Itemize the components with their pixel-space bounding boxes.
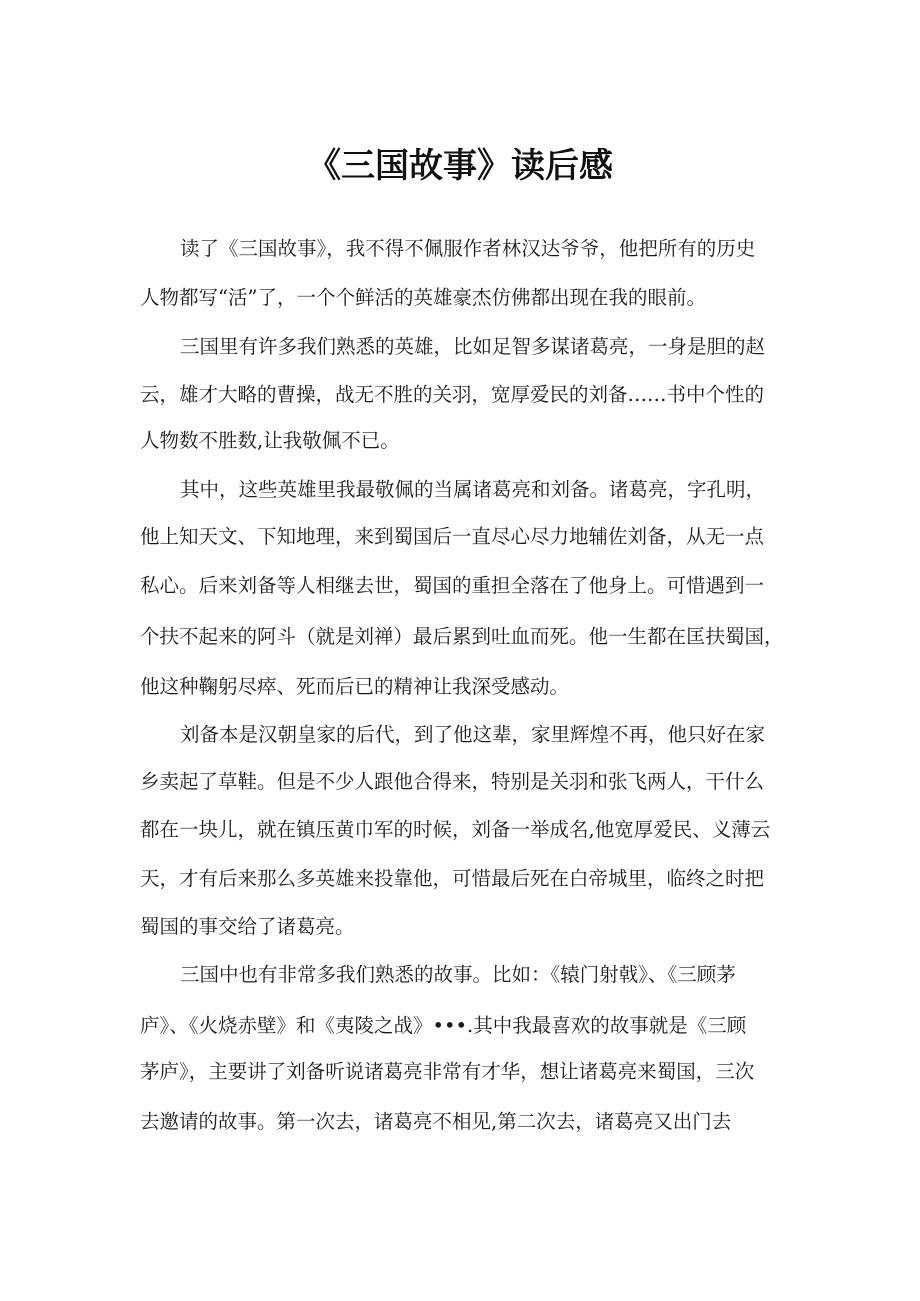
document-title: 《三国故事》读后感 bbox=[307, 146, 613, 186]
text-line: 茅庐》，主要讲了刘备听说诸葛亮非常有才华，想让诸葛亮来蜀国，三次 bbox=[140, 1060, 755, 1083]
text-line: 三国中也有非常多我们熟悉的故事。比如：《辕门射戟》、《三顾茅 bbox=[180, 963, 736, 986]
text-line: 人物数不胜数,让我敬佩不已。 bbox=[140, 429, 400, 452]
text-line: 云，雄才大略的曹操，战无不胜的关羽，宽厚爱民的刘备……书中个性的 bbox=[140, 383, 765, 406]
text-line: 他上知天文、下知地理，来到蜀国后一直尽心尽力地辅佐刘备，从无一点 bbox=[140, 525, 765, 548]
text-line: 读了《三国故事》，我不得不佩服作者林汉达爷爷，他把所有的历史 bbox=[180, 237, 756, 260]
text-line: 人物都写“活”了，一个个鲜活的英雄豪杰仿佛都出现在我的眼前。 bbox=[140, 286, 706, 309]
text-line: 蜀国的事交给了诸葛亮。 bbox=[140, 915, 355, 938]
text-line: 三国里有许多我们熟悉的英雄，比如足智多谋诸葛亮，一身是胆的赵 bbox=[180, 335, 766, 358]
text-line: 其中，这些英雄里我最敬佩的当属诸葛亮和刘备。诸葛亮，字孔明， bbox=[180, 478, 766, 501]
text-line: 去邀请的故事。第一次去，诸葛亮不相见,第二次去，诸葛亮又出门去 bbox=[140, 1110, 732, 1133]
text-line: 个扶不起来的阿斗（就是刘禅）最后累到吐血而死。他一生都在匡扶蜀国， bbox=[140, 625, 784, 648]
text-line: 刘备本是汉朝皇家的后代，到了他这辈，家里辉煌不再，他只好在家 bbox=[180, 723, 766, 746]
text-line: 天，才有后来那么多英雄来投靠他，可惜最后死在白帝城里，临终之时把 bbox=[140, 867, 765, 890]
text-line: 他这种鞠躬尽瘁、死而后已的精神让我深受感动。 bbox=[140, 675, 570, 698]
text-line: 乡卖起了草鞋。但是不少人跟他合得来，特别是关羽和张飞两人，干什么 bbox=[140, 770, 765, 793]
text-line: 都在一块儿，就在镇压黄巾军的时候，刘备一举成名,他宽厚爱民、义薄云 bbox=[140, 818, 771, 841]
text-line: 私心。后来刘备等人相继去世，蜀国的重担全落在了他身上。可惜遇到一 bbox=[140, 574, 765, 597]
text-line: 庐》、《火烧赤壁》和《夷陵之战》•••.其中我最喜欢的故事就是《三顾 bbox=[140, 1014, 747, 1037]
